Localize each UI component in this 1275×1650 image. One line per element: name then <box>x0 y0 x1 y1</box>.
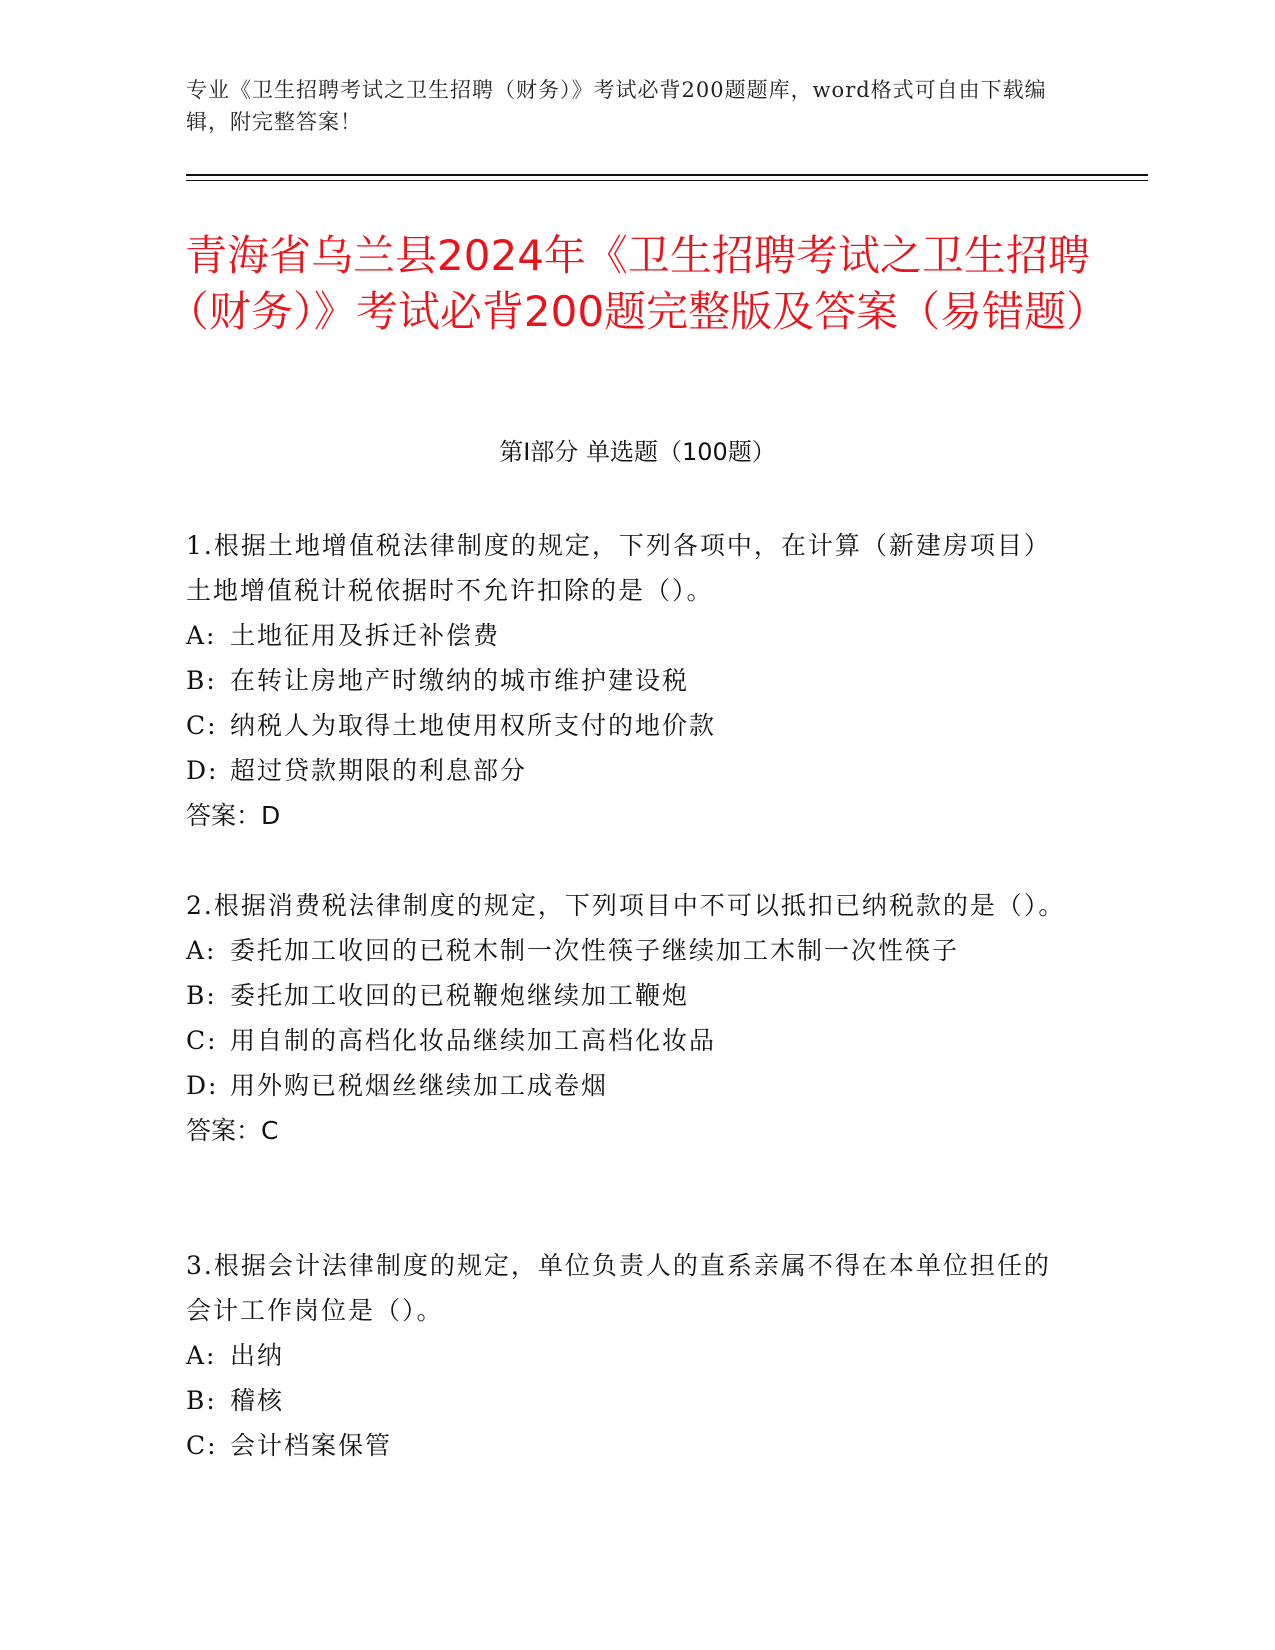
header-rule-thick <box>186 174 1148 176</box>
header-rule-thin <box>186 180 1148 181</box>
option-key: A: <box>186 936 217 965</box>
option-text: 稽核 <box>230 1386 285 1415</box>
option-b <box>186 658 1066 703</box>
document-title: 青海省乌兰县2024年《卫生招聘考试之卫生招聘（财务）》考试必背200题完整版及答案（易错题） <box>166 231 1109 336</box>
option-key: C: <box>186 711 218 740</box>
option-text: 土地征用及拆迁补偿费 <box>230 621 501 650</box>
option-text: 在转让房地产时缴纳的城市维护建设税 <box>230 666 690 695</box>
option-text: 委托加工收回的已税木制一次性筷子继续加工木制一次性筷子 <box>230 936 960 965</box>
question-1 <box>186 523 1066 838</box>
option-d <box>186 1063 1066 1108</box>
option-key: D: <box>186 1071 219 1100</box>
question-stem: 3.根据会计法律制度的规定，单位负责人的直系亲属不得在本单位担任的会计工作岗位是（）。 <box>186 1251 1051 1325</box>
section-heading: 第Ⅰ部分 单选题（100题） <box>499 438 776 466</box>
option-a <box>186 928 1066 973</box>
answer-line: 答案：D <box>186 801 281 830</box>
option-key: B: <box>186 1386 217 1415</box>
option-d <box>186 748 1066 793</box>
option-c <box>186 703 1066 748</box>
option-c <box>186 1423 1066 1468</box>
option-a <box>186 613 1066 658</box>
question-stem: 1.根据土地增值税法律制度的规定，下列各项中，在计算（新建房项目）土地增值税计税依据时不允许扣除的是（）。 <box>186 531 1051 605</box>
option-text: 委托加工收回的已税鞭炮继续加工鞭炮 <box>230 981 690 1010</box>
option-key: C: <box>186 1026 218 1055</box>
option-key: C: <box>186 1431 218 1460</box>
option-b <box>186 973 1066 1018</box>
option-b <box>186 1378 1066 1423</box>
header-note: 专业《卫生招聘考试之卫生招聘（财务）》考试必背200题题库，word格式可自由下载编辑，附完整答案！ <box>186 78 1047 134</box>
answer-line: 答案：C <box>186 1116 279 1145</box>
question-3 <box>186 1243 1066 1468</box>
question-2 <box>186 883 1066 1153</box>
option-text: 会计档案保管 <box>230 1431 393 1460</box>
option-key: D: <box>186 756 219 785</box>
option-key: A: <box>186 621 217 650</box>
option-text: 出纳 <box>230 1341 285 1370</box>
question-stem: 2.根据消费税法律制度的规定，下列项目中不可以抵扣已纳税款的是（）。 <box>186 891 1066 920</box>
option-a <box>186 1333 1066 1378</box>
option-text: 超过贷款期限的利息部分 <box>230 756 528 785</box>
option-key: B: <box>186 981 217 1010</box>
option-c <box>186 1018 1066 1063</box>
option-text: 用自制的高档化妆品继续加工高档化妆品 <box>230 1026 717 1055</box>
option-text: 纳税人为取得土地使用权所支付的地价款 <box>230 711 717 740</box>
option-key: B: <box>186 666 217 695</box>
option-key: A: <box>186 1341 217 1370</box>
option-text: 用外购已税烟丝继续加工成卷烟 <box>230 1071 609 1100</box>
